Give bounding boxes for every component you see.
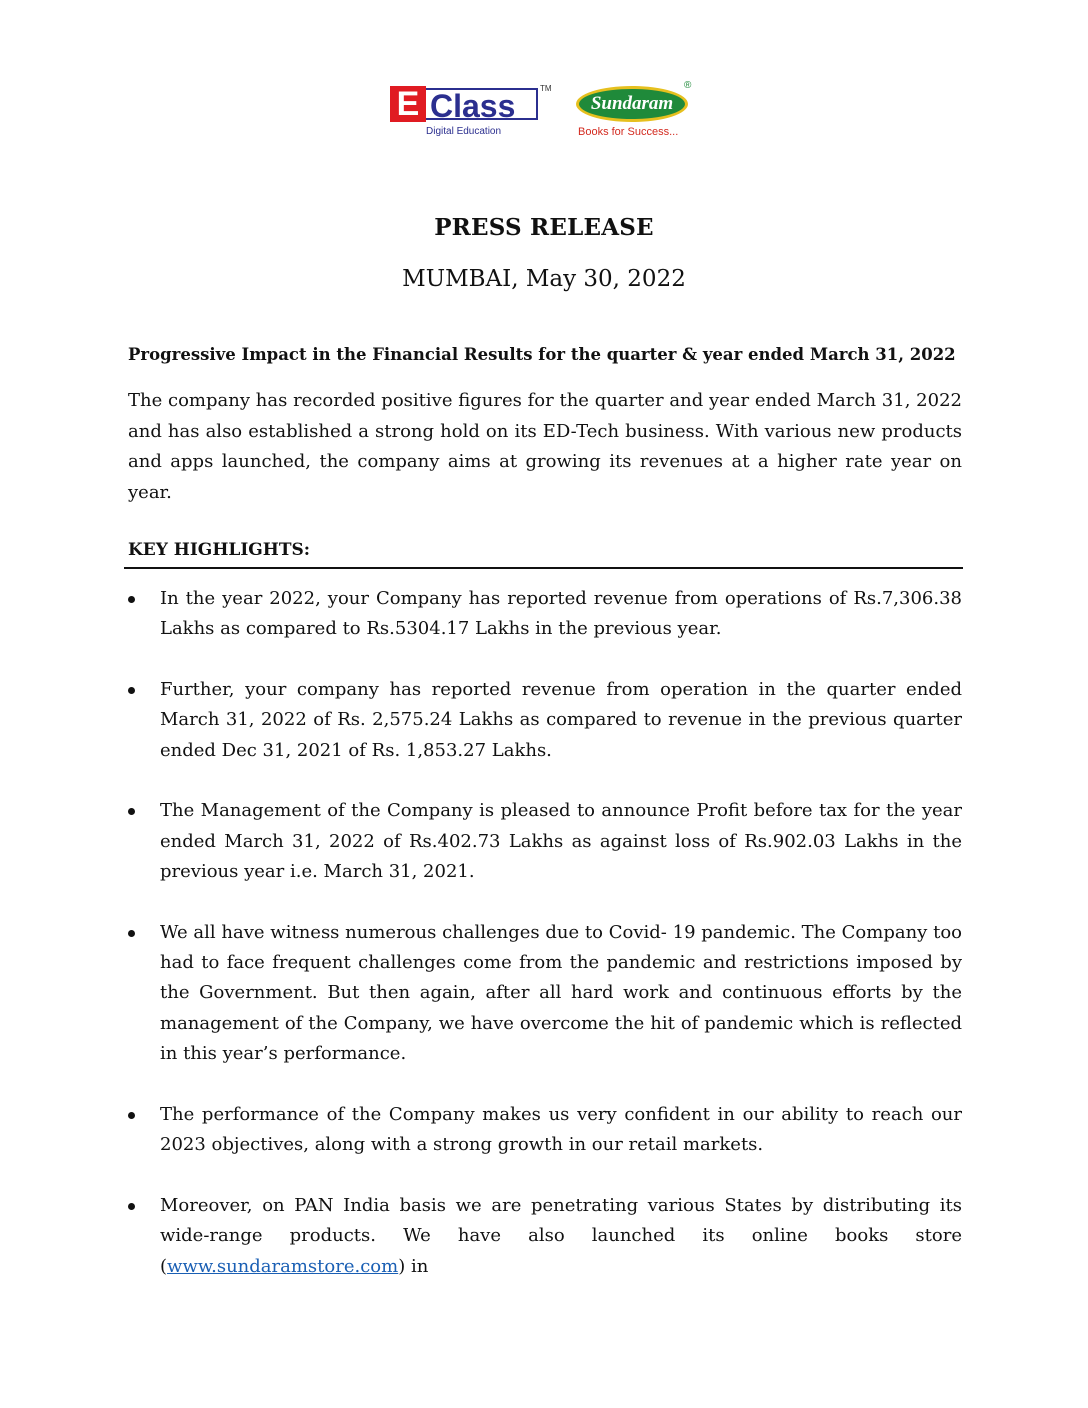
eclass-subtitle: Digital Education [426, 126, 502, 137]
bullet-icon [128, 808, 135, 815]
list-item [128, 1191, 962, 1282]
list-item-text: We all have witness numerous challenges due to Covid- 19 pandemic. The Company too had to face frequent challenges come from the pandemic and restrictions imposed by the Government. But then again, after all hard work and continuous efforts by the management of the Company, we have overcome the hit of pandemic which is reflected in this year’s performance. [160, 921, 962, 1065]
bullet-icon [128, 1203, 135, 1210]
list-item-text: Further, your company has reported revenue from operation in the quarter ended March 31, 2022 of Rs. 2,575.24 Lakhs as compared to revenue in the previous quarter ended Dec 31, 2021 of Rs. 1,853.27 Lakhs. [160, 679, 962, 761]
logo-strip [388, 80, 708, 146]
bullet-icon [128, 687, 135, 694]
sundaram-tagline: Books for Success... [578, 126, 679, 138]
sundaram-logo [576, 80, 706, 146]
eclass-trademark: TM [540, 84, 552, 93]
list-item-text: In the year 2022, your Company has reported revenue from operations of Rs.7,306.38 Lakhs as compared to Rs.5304.17 Lakhs in the previous year. [160, 588, 962, 640]
list-item-text: The Management of the Company is pleased to announce Profit before tax for the year ended March 31, 2022 of Rs.402.73 Lakhs as against loss of Rs.902.03 Lakhs in the previous year i.e. March 31, 2021. [160, 800, 962, 883]
section-heading: Progressive Impact in the Financial Results for the quarter & year ended March 31, 2022 [128, 345, 956, 364]
intro-paragraph: The company has recorded positive figures for the quarter and year ended March 31, 2022 and has also established a strong hold on its ED-Tech business. With various new products and apps launched, the company aims at growing its revenues at a higher rate year on year. [128, 390, 962, 503]
heading-divider [124, 567, 963, 569]
list-item [128, 796, 962, 887]
eclass-logo [390, 84, 552, 142]
store-link[interactable]: www.sundaramstore.com [167, 1255, 399, 1277]
list-item [128, 584, 962, 645]
dateline: MUMBAI, May 30, 2022 [402, 266, 686, 292]
highlights-list [128, 584, 962, 1312]
eclass-logo-letter: E [390, 86, 426, 122]
sundaram-registered-mark: ® [684, 80, 692, 91]
sundaram-logo-name: Sundaram [576, 86, 688, 122]
list-item-text: The performance of the Company makes us very confident in our ability to reach our 2023 objectives, along with a strong growth in our retail markets. [160, 1103, 962, 1156]
bullet-icon [128, 1112, 135, 1119]
list-item [128, 675, 962, 766]
eclass-logo-word: Class [426, 88, 538, 120]
list-item-text-start: Moreover, on PAN India basis we are penetrating various States by distributing its wide-range products. We have also launched its online books store ( [160, 1194, 962, 1277]
list-item [128, 918, 962, 1069]
key-highlights-heading: KEY HIGHLIGHTS: [128, 540, 311, 560]
bullet-icon [128, 930, 135, 937]
bullet-icon [128, 596, 135, 603]
document-title: PRESS RELEASE [434, 214, 654, 241]
list-item [128, 1100, 962, 1161]
list-item-text-end: ) in [398, 1255, 429, 1277]
